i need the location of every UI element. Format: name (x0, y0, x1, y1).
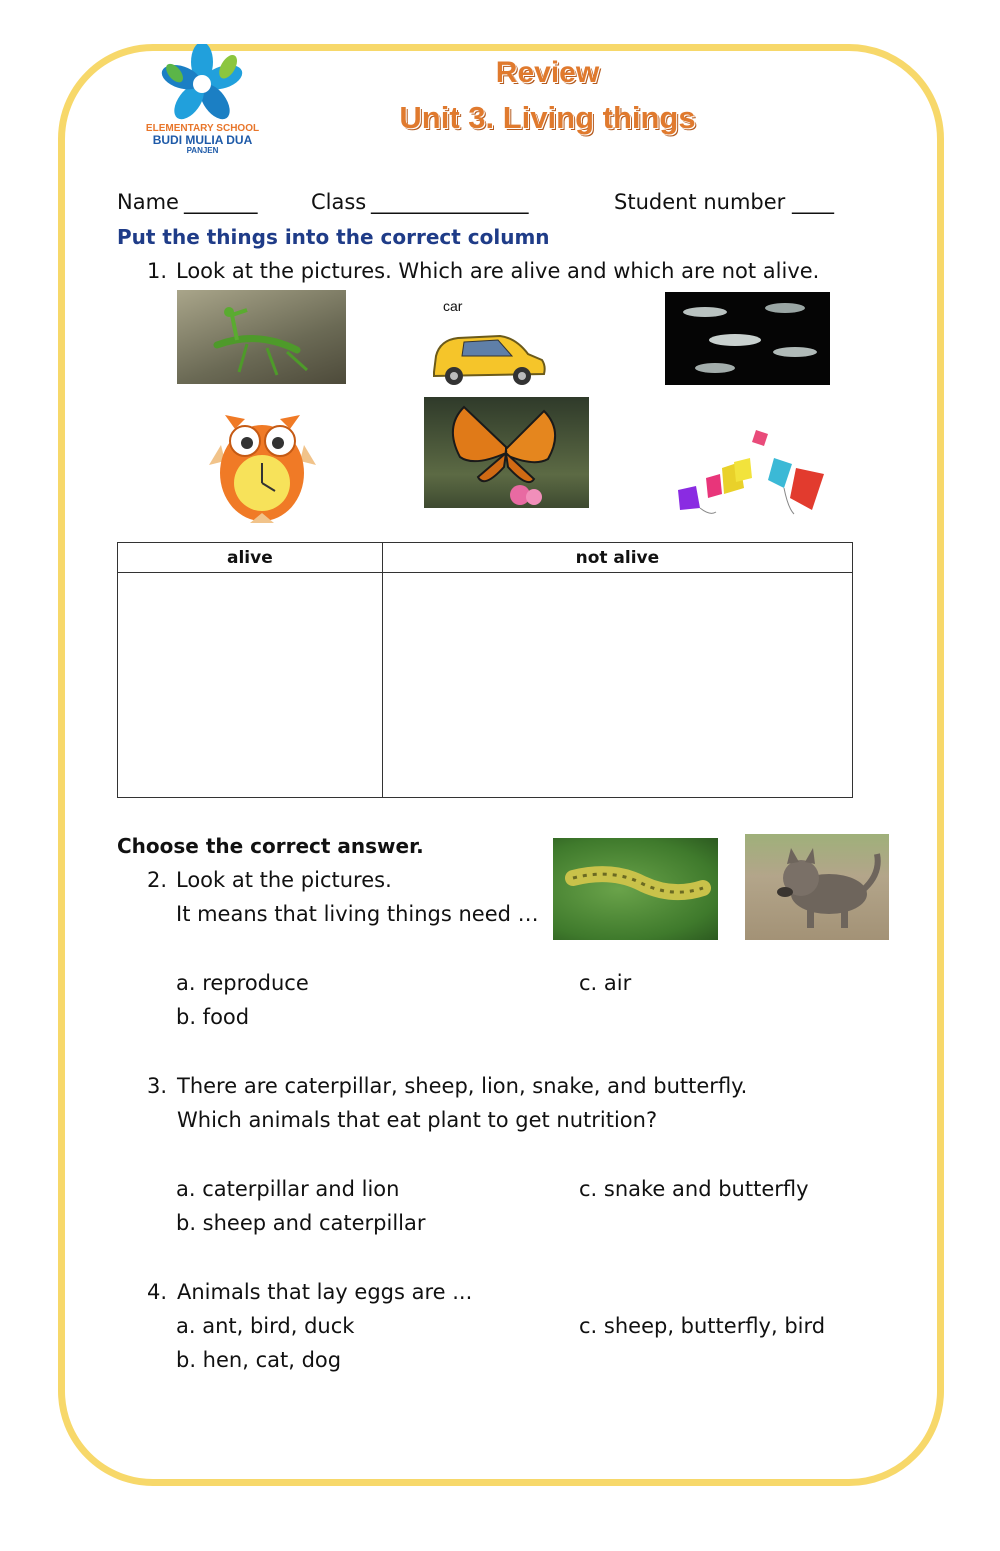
q4-option-b[interactable]: b. hen, cat, dog (176, 1348, 342, 1372)
fish-picture (665, 292, 830, 385)
school-logo (140, 44, 265, 156)
q2-option-b[interactable]: b. food (176, 1005, 250, 1029)
q4-line-1: Animals that lay eggs are ... (177, 1280, 473, 1304)
student-number-label: Student number (614, 190, 786, 214)
kites-picture (670, 428, 828, 518)
section1-heading: Put the things into the correct column (117, 225, 550, 249)
car-picture (428, 330, 548, 390)
name-label: Name (117, 190, 179, 214)
q3-option-b[interactable]: b. sheep and caterpillar (176, 1211, 426, 1235)
q3-option-a[interactable]: a. caterpillar and lion (176, 1177, 400, 1201)
q4-number: 4. (147, 1280, 168, 1304)
q2-option-a[interactable]: a. reproduce (176, 971, 309, 995)
not-alive-drop-zone[interactable] (382, 573, 852, 798)
column-alive-header: alive (118, 543, 383, 573)
alive-drop-zone[interactable] (118, 573, 383, 798)
class-blank[interactable]: _______________ (371, 190, 529, 214)
owl-clock-picture (205, 405, 320, 530)
logo-line-1: ELEMENTARY SCHOOL (145, 123, 260, 134)
q2-number: 2. (147, 868, 168, 892)
car-caption: car (443, 298, 463, 314)
logo-line-2: BUDI MULIA DUA (152, 133, 253, 147)
column-not-alive-header: not alive (382, 543, 852, 573)
class-label: Class (311, 190, 367, 214)
sorting-table (117, 542, 853, 798)
name-blank[interactable]: _______ (184, 190, 258, 214)
caterpillar-picture (553, 838, 718, 940)
student-number-blank[interactable]: ____ (792, 190, 834, 214)
q2-option-c[interactable]: c. air (579, 971, 632, 995)
kitten-picture (745, 834, 889, 940)
q2-line-2: It means that living things need … (176, 902, 539, 926)
unit-title: Unit 3. Living things (399, 100, 696, 135)
q4-option-a[interactable]: a. ant, bird, duck (176, 1314, 355, 1338)
q1-text: Look at the pictures. Which are alive and which are not alive. (176, 259, 820, 283)
q3-option-c[interactable]: c. snake and butterfly (579, 1177, 809, 1201)
mantis-picture (177, 290, 346, 384)
butterfly-picture (424, 397, 589, 508)
section2-heading: Choose the correct answer. (117, 834, 424, 858)
q2-line-1: Look at the pictures. (176, 868, 392, 892)
flower-logo-icon (140, 44, 265, 124)
q1-number: 1. (147, 259, 168, 283)
q3-line-2: Which animals that eat plant to get nutrition? (177, 1108, 658, 1132)
q3-line-1: There are caterpillar, sheep, lion, snake, and butterfly. (177, 1074, 748, 1098)
q4-option-c[interactable]: c. sheep, butterfly, bird (579, 1314, 826, 1338)
review-title: Review (495, 56, 600, 89)
logo-line-3: PANJEN (186, 146, 219, 155)
q3-number: 3. (147, 1074, 168, 1098)
